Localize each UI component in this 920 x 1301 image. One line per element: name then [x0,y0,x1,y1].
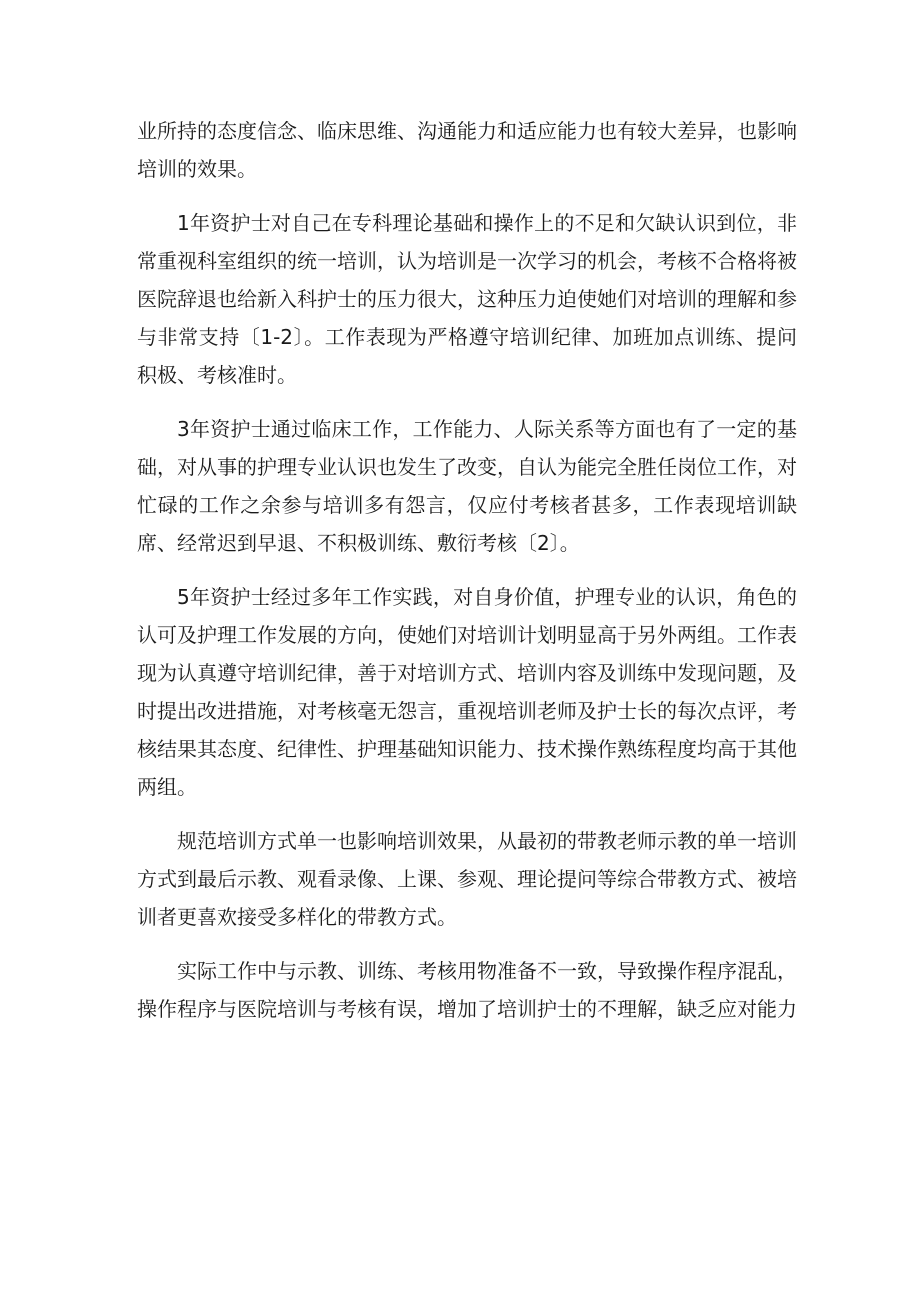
paragraph-practical-work: 实际工作中与示教、训练、考核用物准备不一致，导致操作程序混乱，操作程序与医院培训与考核有误，增加了培训护士的不理解，缺乏应对能力 [137,959,797,1021]
paragraph-5-year-nurses: 5年资护士经过多年工作实践，对自身价值，护理专业的认识，角色的认可及护理工作发展的方向，使她们对培训计划明显高于另外两组。工作表现为认真遵守培训纪律，善于对培训方式、培训内容及训练中发现问题，及时提出改进措施，对考核毫无怨言，重视培训老师及护士长的每次点评，考核结果其态度、纪律性、护理基础知识能力、技术操作熟练程度均高于其他两组。 [137,585,797,799]
paragraph-1-year-nurses: 1年资护士对自己在专科理论基础和操作上的不足和欠缺认识到位，非常重视科室组织的统一培训，认为培训是一次学习的机会，考核不合格将被医院辞退也给新入科护士的压力很大，这种压力迫使她们对培训的理解和参与非常支持〔1-2〕。工作表现为严格遵守培训纪律、加班加点训练、提问积极、考核准时。 [137,211,797,387]
paragraph-training-methods: 规范培训方式单一也影响培训效果，从最初的带教老师示教的单一培训方式到最后示教、观看录像、上课、参观、理论提问等综合带教方式、被培训者更喜欢接受多样化的带教方式。 [137,829,797,929]
document-body [137,112,797,1044]
paragraph-3-year-nurses: 3年资护士通过临床工作，工作能力、人际关系等方面也有了一定的基础，对从事的护理专业认识也发生了改变，自认为能完全胜任岗位工作，对忙碌的工作之余参与培训多有怨言，仅应付考核者甚多，工作表现培训缺席、经常迟到早退、不积极训练、敷衍考核〔2〕。 [137,417,797,555]
paragraph-continuation: 业所持的态度信念、临床思维、沟通能力和适应能力也有较大差异，也影响培训的效果。 [137,119,797,181]
